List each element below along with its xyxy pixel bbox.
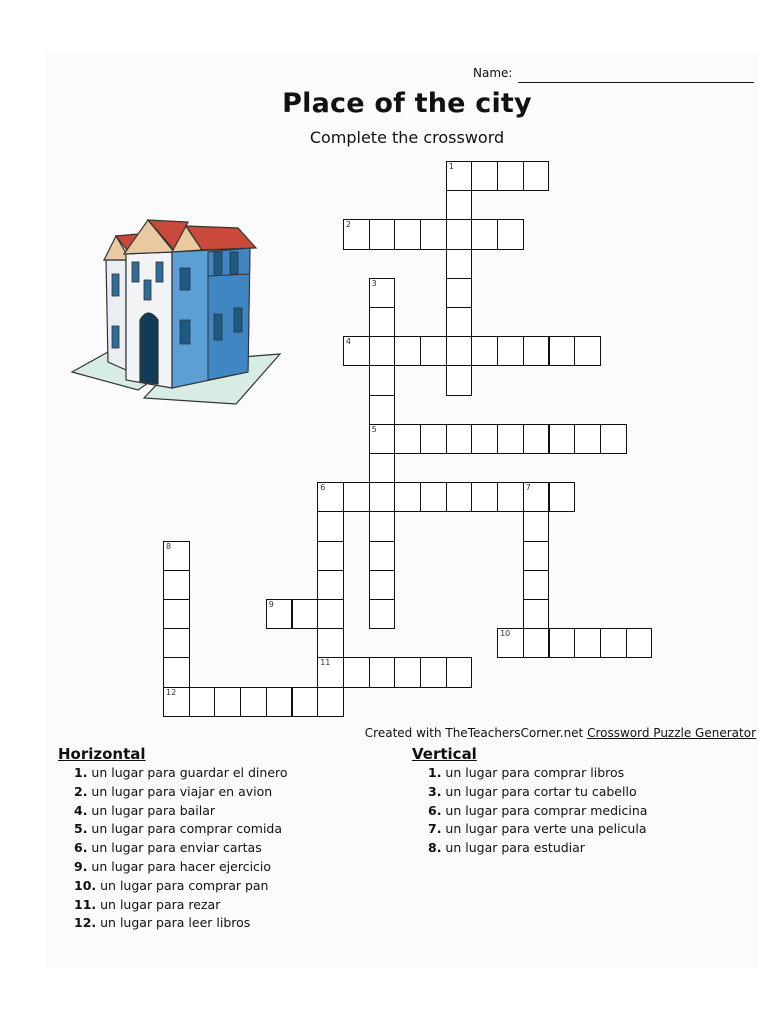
crossword-cell[interactable]: [574, 628, 601, 658]
clue-number-label: 9.: [74, 859, 88, 874]
crossword-cell[interactable]: [497, 336, 524, 366]
crossword-cell[interactable]: [574, 424, 601, 454]
building-icon: [68, 212, 284, 414]
horizontal-clue: [74, 784, 272, 799]
crossword-cell[interactable]: [471, 336, 498, 366]
clue-text: un lugar para bailar: [87, 802, 216, 818]
crossword-cell[interactable]: [369, 541, 396, 571]
clue-text: un lugar para leer libros: [96, 915, 251, 931]
clue-text: un lugar para comprar pan: [96, 877, 269, 893]
clue-text: un lugar para comprar libros: [441, 765, 625, 780]
clue-number: 2: [345, 220, 351, 230]
clue-text: un lugar para verte una pelicula: [441, 821, 647, 837]
crossword-cell[interactable]: [497, 161, 524, 191]
crossword-cell[interactable]: [189, 687, 216, 717]
crossword-cell[interactable]: [446, 424, 473, 454]
crossword-cell[interactable]: [369, 482, 396, 512]
clue-number: 6: [320, 483, 326, 493]
crossword-cell[interactable]: [446, 336, 473, 366]
crossword-cell[interactable]: [471, 161, 498, 191]
crossword-cell[interactable]: [420, 219, 447, 249]
clue-number: 11: [320, 658, 331, 668]
horizontal-clue: [74, 803, 215, 818]
clue-number-label: 1.: [74, 765, 88, 780]
crossword-cell[interactable]: [497, 482, 524, 512]
clue-text: un lugar para guardar el dinero: [87, 765, 288, 780]
crossword-cell[interactable]: [420, 657, 447, 687]
crossword-cell[interactable]: [549, 336, 576, 366]
crossword-cell[interactable]: [446, 365, 473, 395]
crossword-cell[interactable]: [317, 482, 344, 512]
crossword-cell[interactable]: [471, 482, 498, 512]
page-title: Place of the city: [282, 88, 532, 119]
clue-number-label: 1.: [428, 765, 442, 780]
crossword-cell[interactable]: [214, 687, 241, 717]
crossword-cell[interactable]: [420, 482, 447, 512]
crossword-cell[interactable]: [343, 482, 370, 512]
vertical-clue: [428, 821, 646, 836]
horizontal-clue: [74, 840, 262, 855]
crossword-cell[interactable]: [163, 570, 190, 600]
crossword-cell[interactable]: [369, 453, 396, 483]
crossword-cell[interactable]: [369, 307, 396, 337]
crossword-cell[interactable]: [369, 570, 396, 600]
crossword-cell[interactable]: [626, 628, 653, 658]
crossword-cell[interactable]: [292, 687, 319, 717]
horizontal-clue: [74, 821, 282, 836]
vertical-clue: [428, 784, 637, 799]
crossword-cell[interactable]: [343, 219, 370, 249]
crossword-cell[interactable]: [523, 161, 550, 191]
horizontal-clue: [74, 915, 250, 930]
clue-number: 3: [371, 278, 377, 288]
crossword-cell[interactable]: [420, 424, 447, 454]
crossword-cell[interactable]: [549, 482, 576, 512]
crossword-cell[interactable]: [343, 336, 370, 366]
crossword-cell[interactable]: [369, 219, 396, 249]
horizontal-clue: [74, 878, 268, 893]
crossword-cell[interactable]: [497, 219, 524, 249]
horizontal-clue: [74, 765, 288, 780]
crossword-cell[interactable]: [369, 511, 396, 541]
crossword-cell[interactable]: [446, 219, 473, 249]
clue-number-label: 11.: [74, 896, 97, 912]
clue-number-label: 3.: [428, 783, 442, 799]
crossword-cell[interactable]: [394, 219, 421, 249]
clue-number-label: 2.: [74, 783, 88, 799]
crossword-cell[interactable]: [600, 424, 627, 454]
name-field[interactable]: [518, 82, 754, 83]
clue-number-label: 8.: [428, 840, 442, 856]
page-subtitle: Complete the crossword: [309, 128, 505, 147]
crossword-cell[interactable]: [523, 336, 550, 366]
crossword-cell[interactable]: [317, 657, 344, 687]
crossword-cell[interactable]: [369, 424, 396, 454]
crossword-cell[interactable]: [446, 278, 473, 308]
crossword-cell[interactable]: [523, 541, 550, 571]
name-label: Name:: [473, 66, 513, 80]
crossword-cell[interactable]: [497, 628, 524, 658]
crossword-cell[interactable]: [317, 541, 344, 571]
crossword-cell[interactable]: [394, 336, 421, 366]
clue-number-label: 10.: [74, 877, 97, 893]
crossword-cell[interactable]: [317, 687, 344, 717]
crossword-cell[interactable]: [369, 657, 396, 687]
vertical-clue: [428, 803, 647, 818]
crossword-cell[interactable]: [446, 307, 473, 337]
crossword-cell[interactable]: [266, 599, 293, 629]
crossword-cell[interactable]: [317, 570, 344, 600]
clue-number: 7: [525, 483, 531, 493]
crossword-cell[interactable]: [163, 657, 190, 687]
clue-text: un lugar para hacer ejercicio: [87, 859, 272, 874]
crossword-cell[interactable]: [446, 657, 473, 687]
clue-text: un lugar para cortar tu cabello: [441, 783, 637, 799]
crossword-cell[interactable]: [163, 687, 190, 717]
crossword-cell[interactable]: [523, 482, 550, 512]
crossword-cell[interactable]: [369, 365, 396, 395]
clue-number: 8: [166, 541, 172, 551]
crossword-cell[interactable]: [497, 424, 524, 454]
crossword-cell[interactable]: [549, 628, 576, 658]
clue-text: un lugar para viajar en avion: [87, 783, 273, 799]
crossword-cell[interactable]: [394, 424, 421, 454]
clue-number: 5: [371, 424, 377, 434]
generator-link[interactable]: Crossword Puzzle Generator: [587, 726, 756, 740]
crossword-cell[interactable]: [394, 482, 421, 512]
crossword-cell[interactable]: [369, 336, 396, 366]
crossword-cell[interactable]: [240, 687, 267, 717]
crossword-cell[interactable]: [369, 599, 396, 629]
clue-number: 10: [500, 629, 511, 639]
crossword-cell[interactable]: [446, 249, 473, 279]
clue-number-label: 12.: [74, 915, 97, 931]
crossword-cell[interactable]: [420, 336, 447, 366]
crossword-cell[interactable]: [163, 628, 190, 658]
clue-number: 4: [345, 337, 351, 347]
crossword-cell[interactable]: [163, 541, 190, 571]
clue-text: un lugar para comprar medicina: [441, 802, 648, 818]
crossword-cell[interactable]: [369, 395, 396, 425]
crossword-cell[interactable]: [600, 628, 627, 658]
clue-number-label: 4.: [74, 802, 88, 818]
crossword-cell[interactable]: [523, 424, 550, 454]
clue-number-label: 7.: [428, 821, 442, 837]
crossword-cell[interactable]: [317, 511, 344, 541]
crossword-cell[interactable]: [317, 599, 344, 629]
credit-line: [365, 726, 756, 740]
crossword-cell[interactable]: [317, 628, 344, 658]
crossword-cell[interactable]: [266, 687, 293, 717]
clue-number: 1: [448, 162, 454, 171]
horizontal-heading: Horizontal: [58, 745, 146, 763]
clue-text: un lugar para rezar: [96, 896, 221, 912]
clue-number-label: 6.: [74, 840, 88, 856]
clue-text: un lugar para enviar cartas: [87, 840, 262, 856]
crossword-cell[interactable]: [394, 657, 421, 687]
credit-prefix: Created with TheTeachersCorner.net: [364, 726, 584, 740]
clue-number: 12: [166, 687, 177, 697]
vertical-clue: [428, 765, 624, 780]
crossword-cell[interactable]: [343, 657, 370, 687]
horizontal-clue: [74, 859, 271, 874]
crossword-cell[interactable]: [523, 570, 550, 600]
horizontal-clue: [74, 897, 220, 912]
crossword-cell[interactable]: [446, 482, 473, 512]
crossword-cell[interactable]: [523, 628, 550, 658]
clue-number: 9: [268, 600, 274, 609]
vertical-heading: Vertical: [412, 745, 477, 763]
crossword-cell[interactable]: [163, 599, 190, 629]
clue-number-label: 6.: [428, 802, 442, 818]
crossword-cell[interactable]: [574, 336, 601, 366]
clue-number-label: 5.: [74, 821, 88, 837]
crossword-cell[interactable]: [446, 161, 473, 191]
crossword-cell[interactable]: [523, 511, 550, 541]
crossword-cell[interactable]: [446, 190, 473, 220]
crossword-cell[interactable]: [549, 424, 576, 454]
vertical-clue: [428, 840, 585, 855]
crossword-cell[interactable]: [292, 599, 319, 629]
crossword-cell[interactable]: [523, 599, 550, 629]
crossword-cell[interactable]: [369, 278, 396, 308]
crossword-cell[interactable]: [471, 424, 498, 454]
clue-text: un lugar para comprar comida: [87, 821, 283, 837]
clue-text: un lugar para estudiar: [441, 840, 585, 856]
crossword-cell[interactable]: [471, 219, 498, 249]
